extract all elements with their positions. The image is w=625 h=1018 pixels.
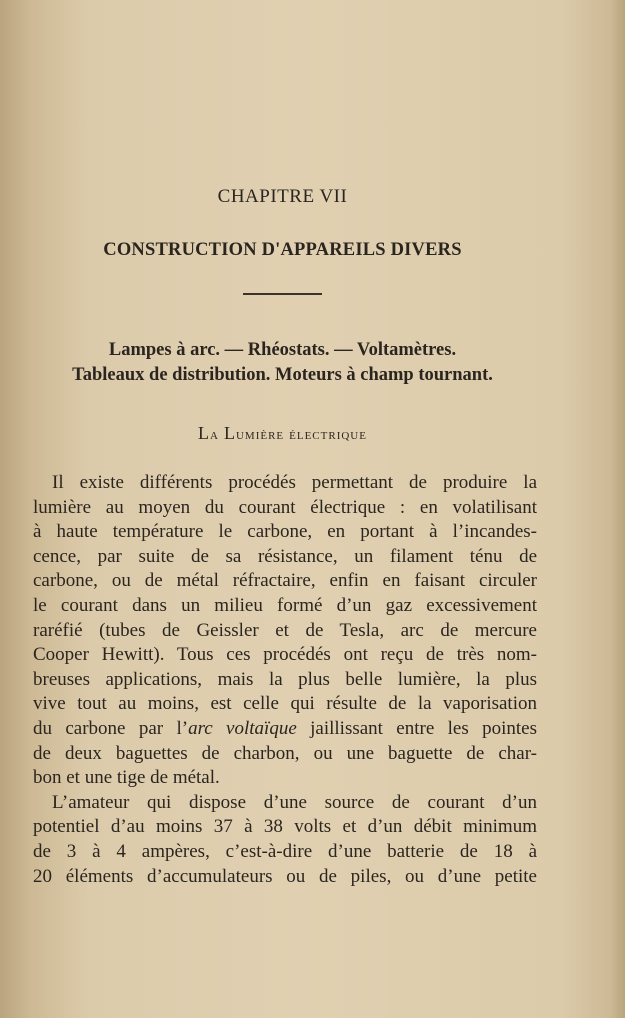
chapter-number: CHAPITRE VII (217, 186, 348, 207)
section-heading-initial: L (223, 423, 236, 443)
text-line: bon et une tige de métal. (33, 767, 220, 789)
text-line: de deux baguettes de charbon, ou une baguette de char- (33, 742, 537, 764)
text-line: de 3 à 4 ampères, c’est-à-dire d’une batterie de 18 à (33, 841, 537, 862)
text-segment: du carbone par l’ (33, 718, 189, 739)
text-line: vive tout au moins, est celle qui résulte de la vaporisation (33, 693, 537, 715)
chapter-summary-line-1: Lampes à arc. — Rhéostats. — Voltamètres. (108, 340, 457, 360)
section-heading (0, 423, 565, 444)
divider-rule (243, 293, 322, 295)
text-line (33, 718, 537, 740)
section-heading-text: umière électrique (235, 426, 367, 443)
text-line: 20 éléments d’accumulateurs ou de piles, ou d’une petite (33, 865, 537, 887)
text-line: le courant dans un milieu formé d’un gaz excessivement (33, 595, 537, 616)
section-heading-text: a (210, 426, 224, 443)
text-line: Il existe différents procédés permettant de produire la (52, 472, 537, 493)
italic-term: arc voltaïque (188, 718, 297, 739)
text-line: carbone, ou de métal réfractaire, enfin en faisant circuler (33, 570, 537, 592)
text-line: à haute température le carbone, en portant à l’incandes- (33, 521, 537, 543)
section-heading-initial: L (198, 423, 211, 443)
text-line: L’amateur qui dispose d’une source de courant d’un (52, 791, 537, 813)
text-segment: jaillissant entre les pointes (296, 718, 537, 739)
text-line: potentiel d’au moins 37 à 38 volts et d’un débit minimum (33, 816, 537, 838)
text-line: cence, par suite de sa résistance, un filament ténu de (33, 545, 537, 567)
text-line: lumière au moyen du courant électrique : en volatilisant (33, 496, 537, 518)
text-line: breuses applications, mais la plus belle lumière, la plus (33, 668, 537, 690)
chapter-summary-line-2: Tableaux de distribution. Moteurs à champ tournant. (72, 365, 493, 385)
chapter-title: CONSTRUCTION D'APPAREILS DIVERS (103, 240, 462, 260)
text-line: Cooper Hewitt). Tous ces procédés ont reçu de très nom- (33, 644, 537, 666)
text-line: raréfié (tubes de Geissler et de Tesla, arc de mercure (33, 619, 537, 641)
